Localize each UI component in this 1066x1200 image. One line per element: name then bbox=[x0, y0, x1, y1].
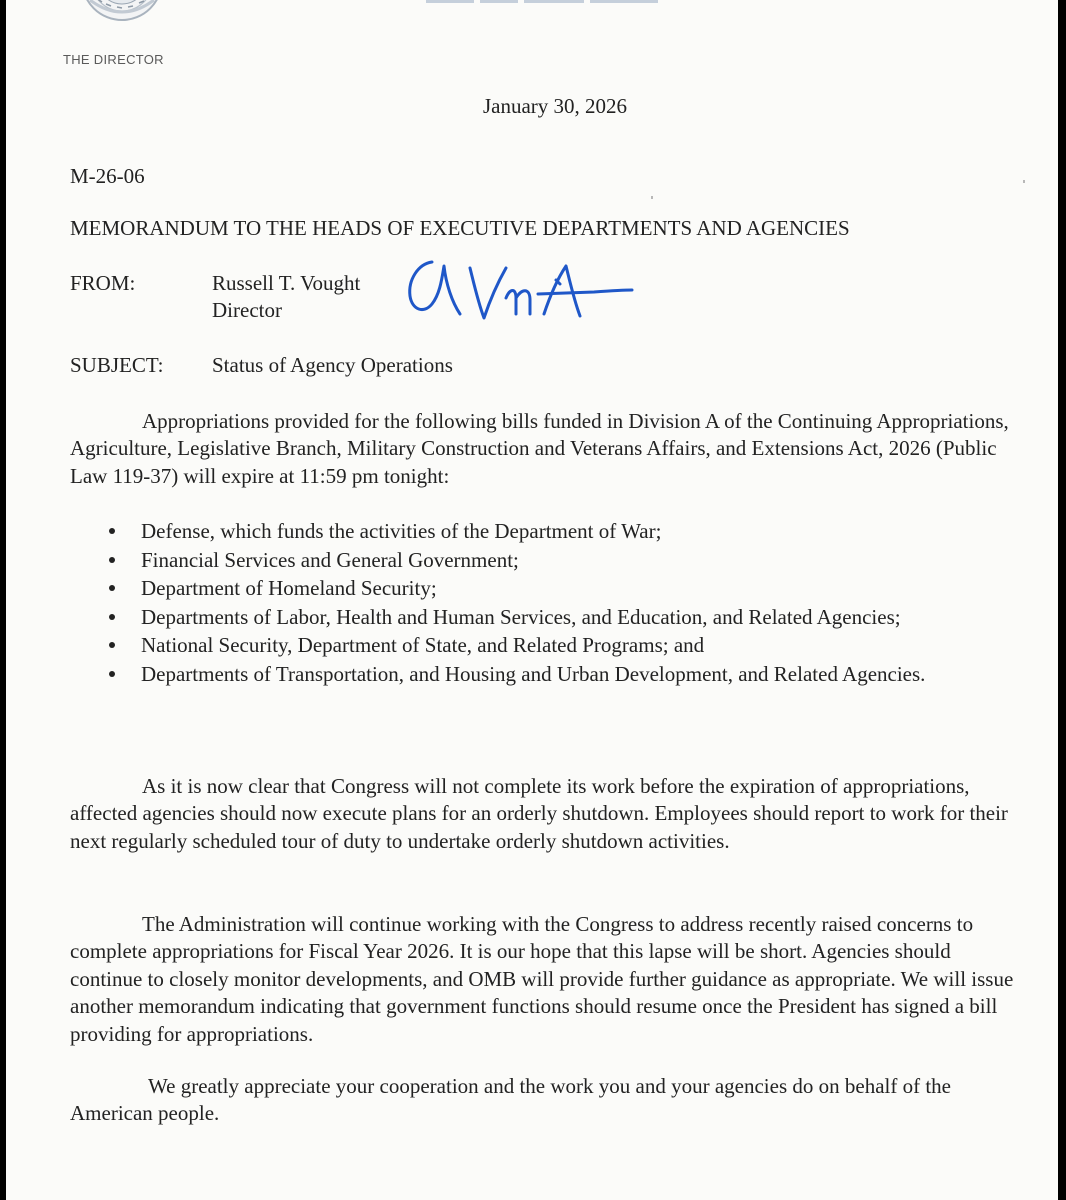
bullet-icon bbox=[109, 614, 115, 620]
from-label: FROM: bbox=[70, 271, 136, 295]
list-item-text: Departments of Transportation, and Housing and Urban Development, and Related Agencies. bbox=[141, 661, 926, 686]
list-item bbox=[6, 660, 941, 689]
handwritten-signature bbox=[398, 254, 634, 326]
memo-page bbox=[6, 0, 1058, 1200]
list-item-text: National Security, Department of State, and Related Programs; and bbox=[141, 633, 705, 657]
memo-date: January 30, 2026 bbox=[482, 94, 628, 118]
bullet-icon bbox=[109, 528, 115, 534]
list-item-text: Departments of Labor, Health and Human Services, and Education, and Related Agencies; bbox=[141, 604, 901, 629]
memo-addressee: MEMORANDUM TO THE HEADS OF EXECUTIVE DEPARTMENTS AND AGENCIES bbox=[70, 216, 850, 240]
bullet-icon bbox=[109, 557, 115, 563]
bullet-icon bbox=[109, 585, 115, 591]
list-item-text: Department of Homeland Security; bbox=[141, 576, 437, 600]
letterhead-address-fragment bbox=[426, 0, 658, 5]
body-paragraph-closing: We greatly appreciate your cooperation and the work you and your agencies do on behalf of the American people. bbox=[70, 1074, 952, 1126]
list-item bbox=[6, 517, 941, 546]
scan-speck bbox=[651, 196, 653, 199]
memo-number: M-26-06 bbox=[70, 164, 145, 188]
from-title: Director bbox=[212, 298, 282, 322]
subject-value: Status of Agency Operations bbox=[212, 353, 453, 377]
list-item bbox=[6, 574, 941, 603]
list-item bbox=[6, 603, 941, 632]
letterhead-director-label: THE DIRECTOR bbox=[63, 52, 164, 67]
list-item-text: Defense, which funds the activities of the Department of War; bbox=[141, 519, 662, 543]
body-paragraph-appropriations: Appropriations provided for the following bills funded in Division A of the Continuing Appropriations, Agriculture, Legislative Branch, Military Construction and Veterans Affairs, and Extensions Act, 2026 (Public Law 119-37) will expire at 11:59 pm tonight: bbox=[70, 409, 1009, 488]
list-item bbox=[6, 631, 941, 660]
from-name: Russell T. Vought bbox=[212, 271, 361, 295]
list-item-text: Financial Services and General Government; bbox=[141, 547, 519, 572]
bullet-icon bbox=[109, 671, 115, 677]
scan-speck bbox=[1023, 180, 1025, 183]
executive-office-seal-icon bbox=[76, 0, 168, 26]
body-paragraph-shutdown: As it is now clear that Congress will not complete its work before the expiration of appropriations, affected agencies should now execute plans for an orderly shutdown. Employees should report to work for their next regularly scheduled tour of duty to undertake orderly shutdown activities. bbox=[70, 774, 1008, 853]
appropriations-bill-list bbox=[6, 517, 1058, 688]
subject-label: SUBJECT: bbox=[70, 353, 164, 377]
body-paragraph-administration: The Administration will continue working with the Congress to address recently raised concerns to complete appropriations for Fiscal Year 2026. It is our hope that this lapse will be short. Agencies should continue to closely monitor developments, and OMB will provide further guidance as appropriate. We will issue another memorandum indicating that government functions should resume once the President has signed a bill providing for appropriations. bbox=[70, 912, 1014, 1046]
bullet-icon bbox=[109, 642, 115, 648]
list-item bbox=[6, 546, 941, 575]
